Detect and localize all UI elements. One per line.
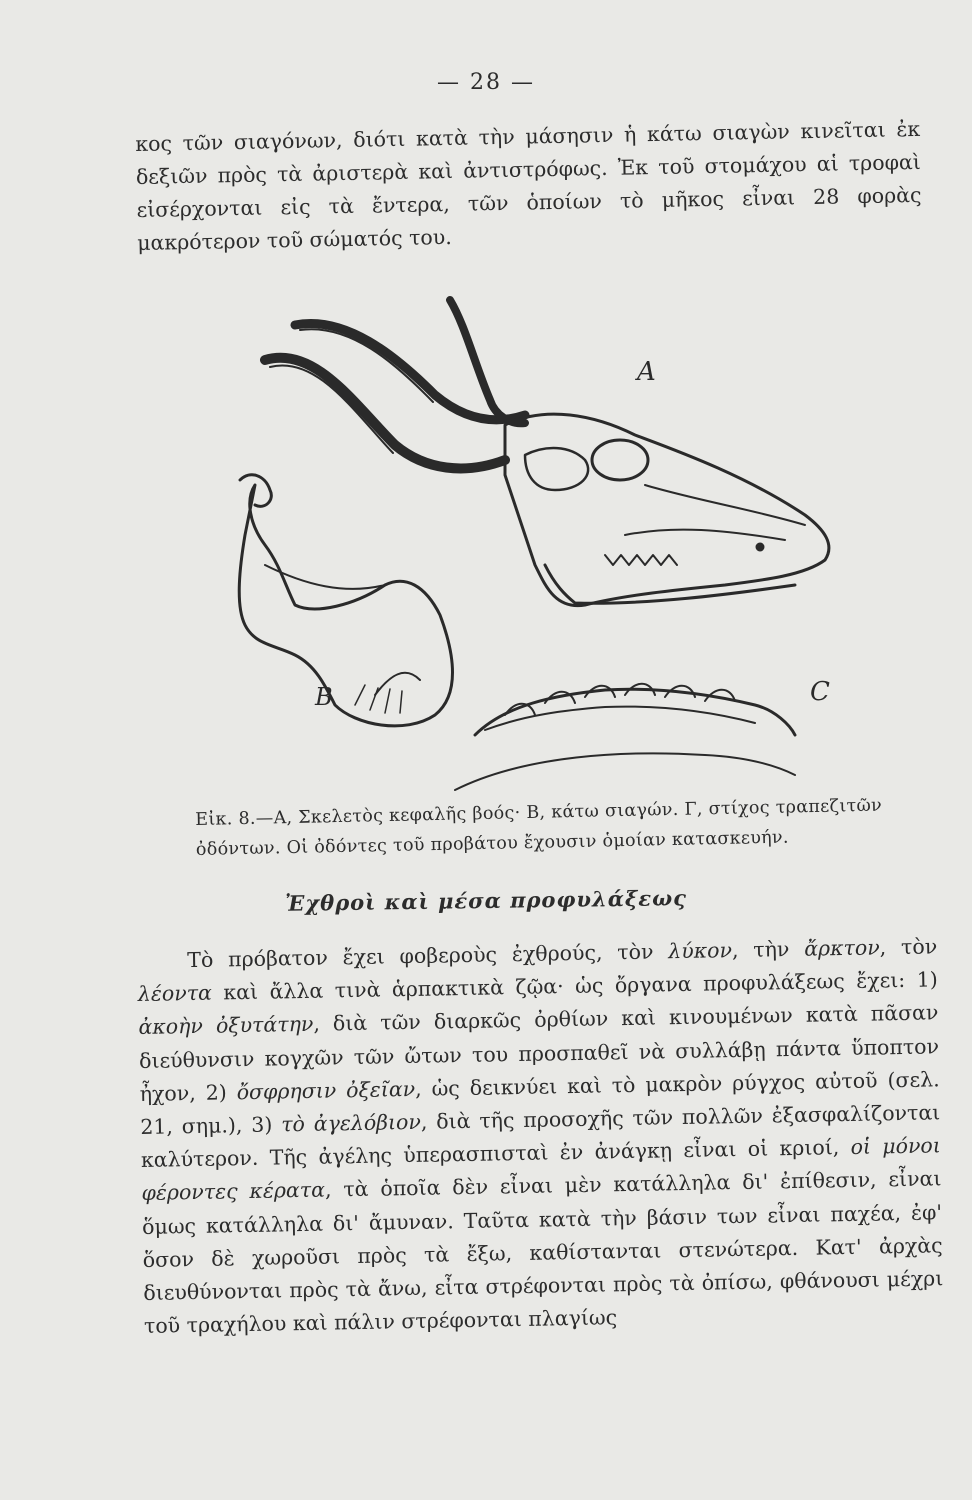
emphasis-run: ὄσφρησιν ὀξεῖαν bbox=[236, 1076, 416, 1105]
figure-label-b: B bbox=[315, 683, 333, 711]
text-run: Τὸ πρόβατον ἔχει φοβεροὺς ἐχθρούς, τὸν bbox=[187, 939, 669, 973]
section-heading: Ἐχθροὶ καὶ μέσα προφυλάξεως bbox=[284, 885, 688, 916]
caption-line-1: Εἰκ. 8.—Α, Σκελετὸς κεφαλῆς βοός· Β, κάτω σιαγών. Γ, στίχος τραπεζιτῶν bbox=[195, 795, 883, 830]
text-run: , διὰ τῶν διαρκῶς ὀρθίων καὶ κινουμένων κατὰ πᾶσαν διεύθυνσιν κογχῶν τῶν ὤτων του προσπαθεῖ νὰ συλλάβῃ πάντα ὕποπτον ἦχον, 2) bbox=[138, 1000, 940, 1106]
emphasis-run: τὸ ἀγελόβιον bbox=[280, 1109, 422, 1137]
emphasis-run: λέοντα bbox=[137, 980, 213, 1007]
text-run: , διὰ τῆς προσοχῆς τῶν πολλῶν ἐξασφαλίζονται καλύτερον. Τῆς ἀγέλης ὑπερασπισταὶ ἐν ἀνάγκῃ εἶναι οἱ κριοί, bbox=[140, 1100, 941, 1173]
caption-line-2: ὀδόντων. Οἱ ὀδόντες τοῦ προβάτου ἔχουσιν ὁμοίαν κατασκευήν. bbox=[195, 827, 789, 860]
eye-socket bbox=[592, 440, 648, 480]
emphasis-run: ἀκοὴν ὀξυτάτην bbox=[138, 1012, 314, 1040]
tooth-row bbox=[475, 689, 795, 735]
emphasis-run: ἄρκτον bbox=[803, 935, 880, 961]
text-run: , τὸν bbox=[879, 934, 938, 960]
paragraph-continuation: κος τῶν σιαγόνων, διότι κατὰ τὴν μάσησιν ἡ κάτω σιαγὼν κινεῖται ἐκ δεξιῶν πρὸς τὰ ἀριστερὰ καὶ ἀντιστρόφως. Ἐκ τοῦ στομάχου αἱ τροφαὶ εἰσέρχονται εἰς τὰ ἔντερα, τῶν ὁποίων τὸ μῆκος εἶναι 28 φορὰς μακρότερον τοῦ σώματός του. bbox=[135, 116, 922, 255]
figure-label-c: C bbox=[810, 677, 830, 707]
text-run: , τὴν bbox=[731, 936, 805, 963]
page-number: — 28 — bbox=[437, 70, 535, 95]
skull-outline bbox=[505, 414, 829, 606]
skull-lower-jaw bbox=[545, 565, 795, 603]
mandible bbox=[239, 485, 452, 726]
figure-label-a: A bbox=[637, 357, 656, 387]
text-run: καὶ ἄλλα τινὰ ἁρπακτικὰ ζῷα· ὡς ὄργανα προφυλάξεως ἔχει: 1) bbox=[211, 967, 938, 1005]
figure-ox-skull bbox=[225, 285, 865, 805]
right-horn bbox=[450, 300, 525, 423]
emphasis-run: λύκον bbox=[668, 938, 733, 964]
text-run: , ὡς δεικνύει καὶ τὸ μακρὸν ρύγχος αὐτοῦ (σελ. 21, σημ.), 3) bbox=[140, 1067, 940, 1139]
text-run: , τὰ ὁποῖα δὲν εἶναι μὲν κατάλληλα δι' ἐπίθεσιν, εἶναι ὅμως κατάλληλα δι' ἄμυναν. Ταῦτα κατὰ τὴν βάσιν των εἶναι παχέα, ἐφ' ὅσον δὲ χωροῦσι πρὸς τὰ ἔξω, καθίστανται στενώτερα. Κατ' ἀρχὰς διευθύνονται πρὸς τὰ ἄνω, εἶτα στρέφονται πρὸς τὰ ὀπίσω, φθάνουσι μέχρι τοῦ τραχήλου καὶ πάλιν στρέφονται πλαγίως bbox=[141, 1166, 944, 1339]
emphasis-run: οἱ μόνοι φέροντες κέρατα bbox=[141, 1133, 942, 1206]
figure-illustration bbox=[225, 285, 865, 805]
paragraph-enemies bbox=[137, 930, 944, 1343]
